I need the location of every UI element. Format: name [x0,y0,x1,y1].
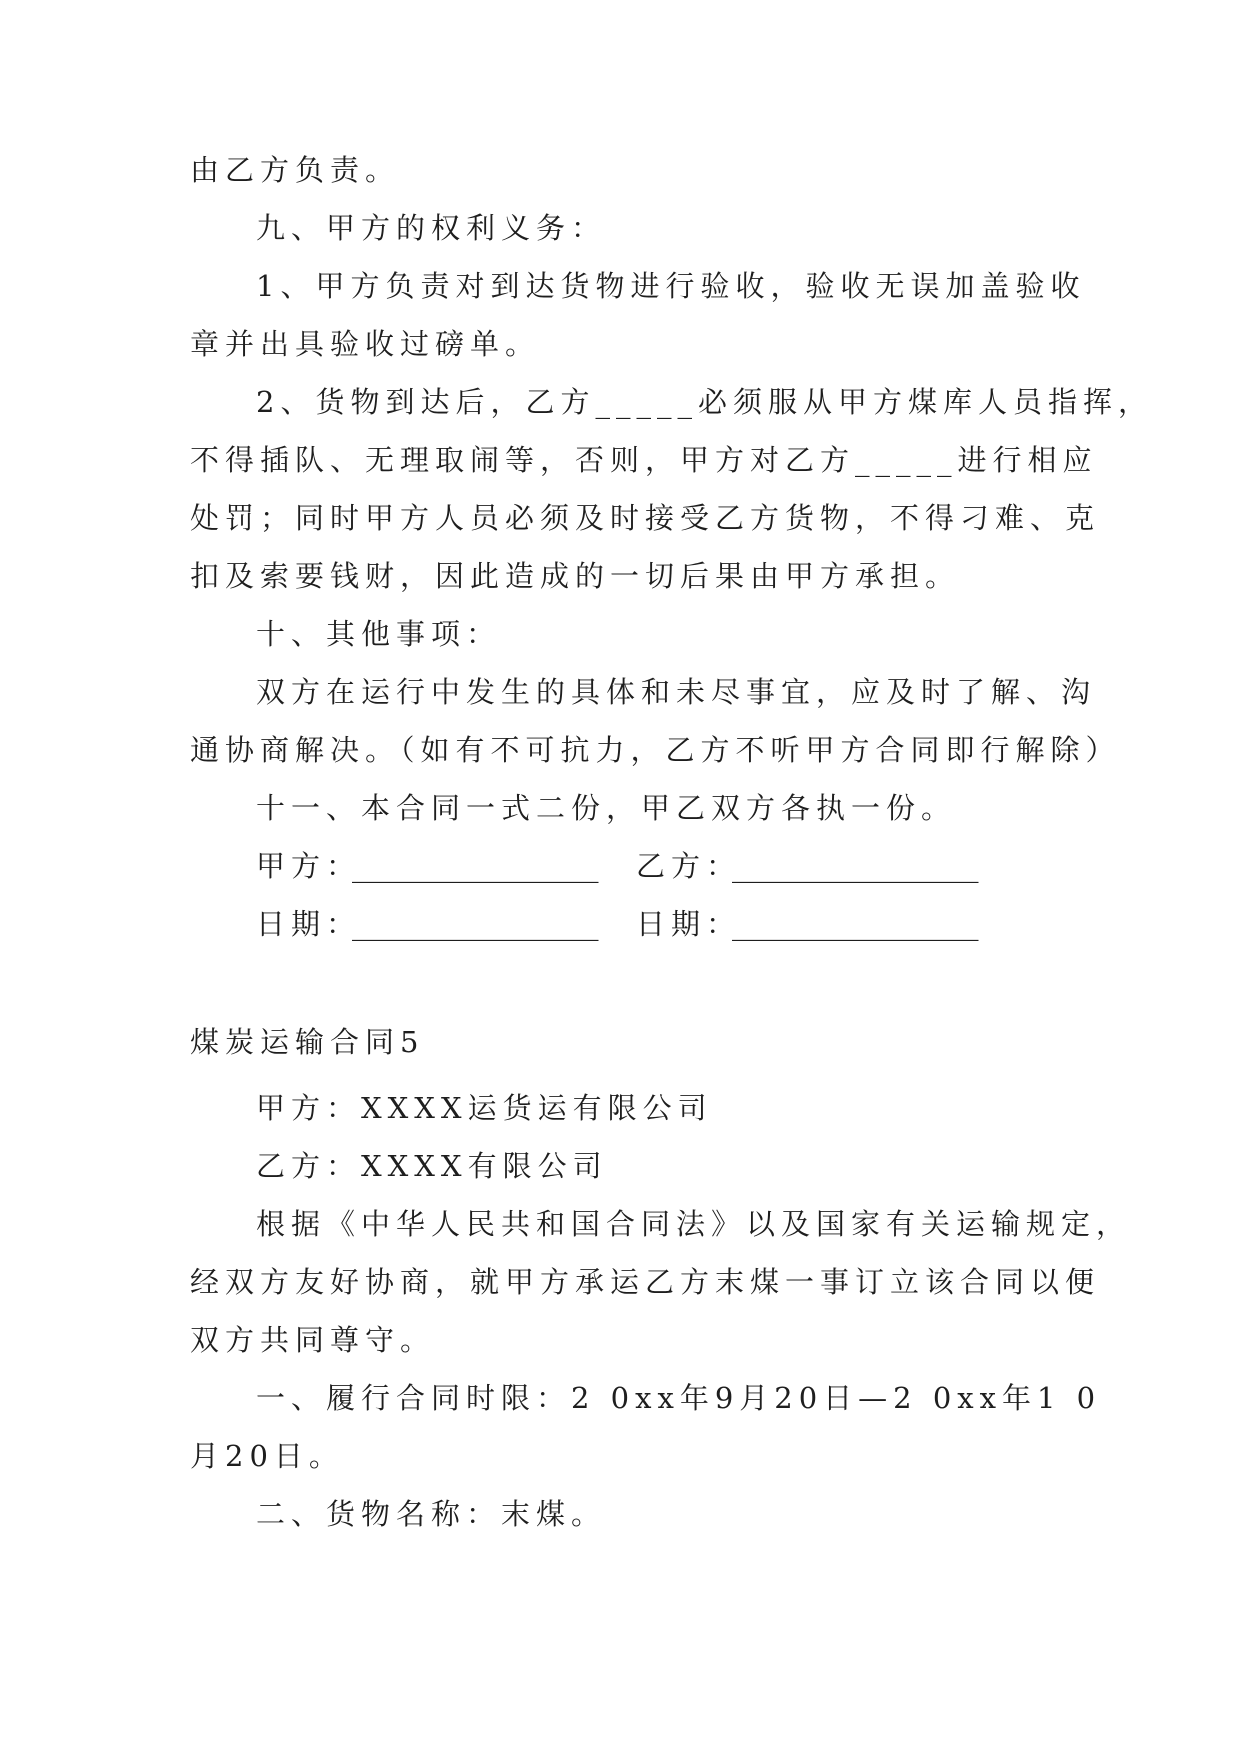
text-line: 2、货物到达后，乙方_____必须服从甲方煤库人员指挥， [256,385,1153,419]
heading-nine: 九、甲方的权利义务： [256,211,607,245]
party-a-blank: _________________ [352,849,599,883]
party-b-blank: _________________ [732,849,979,883]
text-line: 1、甲方负责对到达货物进行验收，验收无误加盖验收 [256,269,1086,303]
text-line: 双方在运行中发生的具体和未尽事宜，应及时了解、沟 [256,675,1097,709]
text-line: 双方共同尊守。 [190,1323,436,1357]
date-b-label: 日期： [636,907,742,941]
goods-name-line: 二、货物名称：末煤。 [256,1497,607,1531]
party-b-line: 乙方：XXXX有限公司 [256,1149,608,1183]
heading-ten: 十、其他事项： [256,617,502,651]
text-line: 章并出具验收过磅单。 [190,327,541,361]
text-line: 通协商解决。（如有不可抗力，乙方不听甲方合同即行解除） [190,733,1121,767]
text-line: 经双方友好协商，就甲方承运乙方末煤一事订立该合同以便 [190,1265,1101,1299]
party-b-label: 乙方： [636,849,742,883]
text-line: 不得插队、无理取闹等，否则，甲方对乙方_____进行相应 [190,443,1098,477]
text-line: 根据《中华人民共和国合同法》以及国家有关运输规定， [256,1207,1132,1241]
text-line: 处罚；同时甲方人员必须及时接受乙方货物，不得刁难、克 [190,501,1101,535]
date-b-blank: _________________ [732,907,979,941]
date-a-label: 日期： [256,907,362,941]
heading-eleven: 十一、本合同一式二份，甲乙双方各执一份。 [256,791,957,825]
party-a-label: 甲方： [256,849,362,883]
text-line: 由乙方负责。 [190,153,401,187]
term-line: 一、履行合同时限：2 0xx年9月20日—2 0xx年1 0 [256,1381,1102,1415]
party-a-line: 甲方：XXXX运货运有限公司 [256,1091,713,1125]
text-line: 月20日。 [190,1439,344,1473]
text-line: 扣及索要钱财，因此造成的一切后果由甲方承担。 [190,559,961,593]
section-title: 煤炭运输合同5 [190,1025,425,1059]
date-a-blank: _________________ [352,907,599,941]
